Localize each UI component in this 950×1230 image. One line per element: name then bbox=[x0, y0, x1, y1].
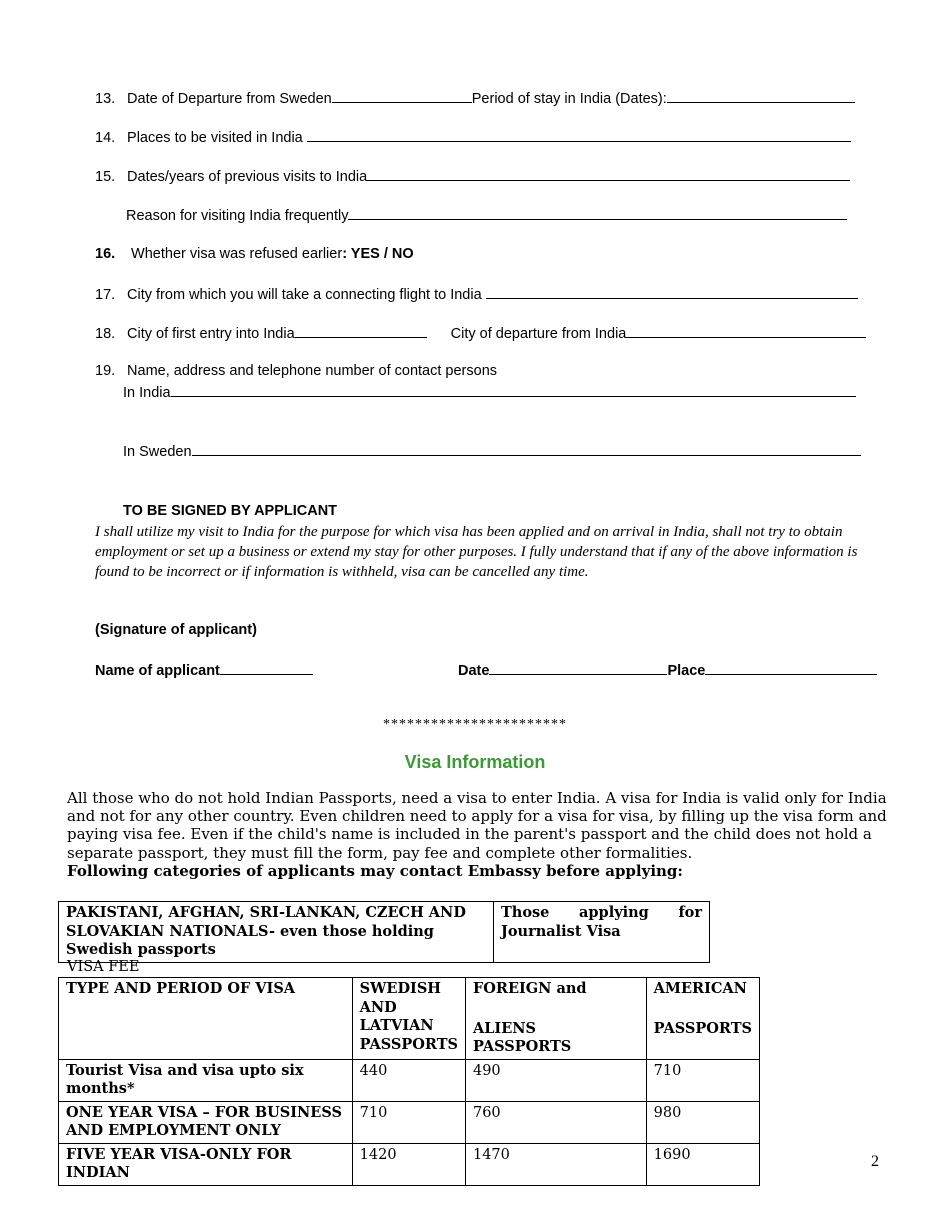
question-label: Period of stay in India (Dates): bbox=[471, 91, 667, 107]
contact-sweden-field[interactable] bbox=[192, 442, 861, 456]
contact-india bbox=[123, 383, 856, 401]
question-17 bbox=[95, 285, 858, 303]
question-label: City of departure from India bbox=[450, 326, 627, 342]
fee-foreign: 760 bbox=[465, 1101, 646, 1143]
places-to-visit-field[interactable] bbox=[307, 128, 851, 142]
place-label: Place bbox=[667, 663, 706, 679]
date-field[interactable] bbox=[489, 661, 667, 675]
visa-information-heading: Visa Information bbox=[404, 752, 546, 772]
question-13 bbox=[95, 89, 855, 107]
visa-type: ONE YEAR VISA – FOR BUSINESS AND EMPLOYMENT ONLY bbox=[59, 1101, 353, 1143]
question-label: Whether visa was refused earlier bbox=[131, 246, 343, 262]
header-american-bottom: PASSPORTS bbox=[653, 1019, 752, 1037]
declaration-text: I shall utilize my visit to India for the purpose for which visa has been applied and on arrival in India, shall not try to obtain employment or set up a business or extend my stay for other purposes. I fully understand that if any of the above information is found to be incorrect or if information is withheld, visa can be cancelled any time. bbox=[95, 524, 858, 580]
visa-type: FIVE YEAR VISA-ONLY FOR INDIAN bbox=[59, 1143, 353, 1185]
question-label: Places to be visited in India bbox=[127, 130, 303, 146]
header-american-top: AMERICAN bbox=[653, 980, 747, 997]
table-row bbox=[59, 902, 710, 963]
question-16 bbox=[95, 246, 414, 262]
table-row bbox=[59, 1059, 760, 1101]
fee-american: 1690 bbox=[646, 1143, 759, 1185]
question-14 bbox=[95, 128, 851, 146]
visa-fee-label: VISA FEE bbox=[67, 959, 140, 975]
question-number: 15. bbox=[95, 169, 116, 185]
reason-frequent-visits-field[interactable] bbox=[348, 206, 847, 220]
fee-swedish: 1420 bbox=[352, 1143, 465, 1185]
category-journalist: Those applying for Journalist Visa bbox=[494, 902, 710, 963]
question-15 bbox=[95, 167, 850, 185]
question-number: 18. bbox=[95, 326, 116, 342]
visa-type: Tourist Visa and visa upto six months* bbox=[59, 1059, 353, 1101]
page-number: 2 bbox=[871, 1153, 879, 1170]
yes-no-answer[interactable]: : YES / NO bbox=[342, 246, 414, 262]
fee-swedish: 440 bbox=[352, 1059, 465, 1101]
place-field[interactable] bbox=[705, 661, 877, 675]
header-foreign bbox=[465, 978, 646, 1060]
visa-intro bbox=[67, 789, 887, 880]
question-label: Reason for visiting India frequently bbox=[126, 208, 349, 224]
date-place bbox=[458, 661, 877, 679]
question-number: 14. bbox=[95, 130, 116, 146]
contact-sweden-label: In Sweden bbox=[123, 444, 192, 460]
question-label: Name, address and telephone number of contact persons bbox=[127, 363, 498, 379]
question-number: 17. bbox=[95, 287, 116, 303]
name-field[interactable] bbox=[220, 661, 313, 675]
question-label: Date of Departure from Sweden bbox=[127, 91, 332, 107]
category-nationals: PAKISTANI, AFGHAN, SRI-LANKAN, CZECH AND SLOVAKIAN NATIONALS- even those holding Swedish passports bbox=[59, 902, 494, 963]
question-label: City of first entry into India bbox=[127, 326, 295, 342]
fee-foreign: 1470 bbox=[465, 1143, 646, 1185]
header-type: TYPE AND PERIOD OF VISA bbox=[59, 978, 353, 1060]
question-18 bbox=[95, 324, 866, 342]
question-label: Dates/years of previous visits to India bbox=[127, 169, 368, 185]
intro-bold-text: Following categories of applicants may contact Embassy before applying: bbox=[67, 861, 683, 880]
fee-american: 980 bbox=[646, 1101, 759, 1143]
first-entry-city-field[interactable] bbox=[295, 324, 427, 338]
question-label: City from which you will take a connecting flight to India bbox=[127, 287, 482, 303]
stay-period-field[interactable] bbox=[667, 89, 855, 103]
contact-india-label: In India bbox=[123, 385, 171, 401]
question-15-reason bbox=[126, 206, 847, 224]
visa-fee-table bbox=[58, 977, 760, 1186]
separator: *********************** bbox=[383, 717, 567, 732]
header-foreign-bottom: ALIENS PASSPORTS bbox=[472, 1019, 572, 1055]
header-foreign-top: FOREIGN and bbox=[472, 980, 587, 997]
question-number: 16. bbox=[95, 246, 116, 262]
table-row bbox=[59, 1143, 760, 1185]
date-label: Date bbox=[458, 663, 490, 679]
previous-visits-field[interactable] bbox=[367, 167, 850, 181]
contact-india-field[interactable] bbox=[171, 383, 856, 397]
name-of-applicant bbox=[95, 661, 313, 679]
table-header-row bbox=[59, 978, 760, 1060]
question-19 bbox=[95, 363, 497, 379]
categories-table bbox=[58, 901, 710, 963]
fee-american: 710 bbox=[646, 1059, 759, 1101]
question-number: 13. bbox=[95, 91, 116, 107]
fee-foreign: 490 bbox=[465, 1059, 646, 1101]
header-swedish: SWEDISH AND LATVIAN PASSPORTS bbox=[352, 978, 465, 1060]
table-row bbox=[59, 1101, 760, 1143]
contact-sweden bbox=[123, 442, 861, 460]
departure-city-field[interactable] bbox=[626, 324, 866, 338]
intro-text: All those who do not hold Indian Passports, need a visa to enter India. A visa for India is valid only for India and not for any other country. Even children need to apply for a visa for visa, by filling up the visa form and paying visa fee. Even if the child's name is included in the parent's passport and the child does not hold a separate passport, they must fill the form, pay fee and complete other formalities. bbox=[67, 789, 887, 862]
signature-label: (Signature of applicant) bbox=[95, 622, 257, 638]
departure-date-field[interactable] bbox=[332, 89, 472, 103]
connecting-city-field[interactable] bbox=[486, 285, 858, 299]
header-american bbox=[646, 978, 759, 1060]
fee-swedish: 710 bbox=[352, 1101, 465, 1143]
question-number: 19. bbox=[95, 363, 116, 379]
signature-heading: TO BE SIGNED BY APPLICANT bbox=[123, 503, 338, 519]
name-label: Name of applicant bbox=[95, 663, 220, 679]
